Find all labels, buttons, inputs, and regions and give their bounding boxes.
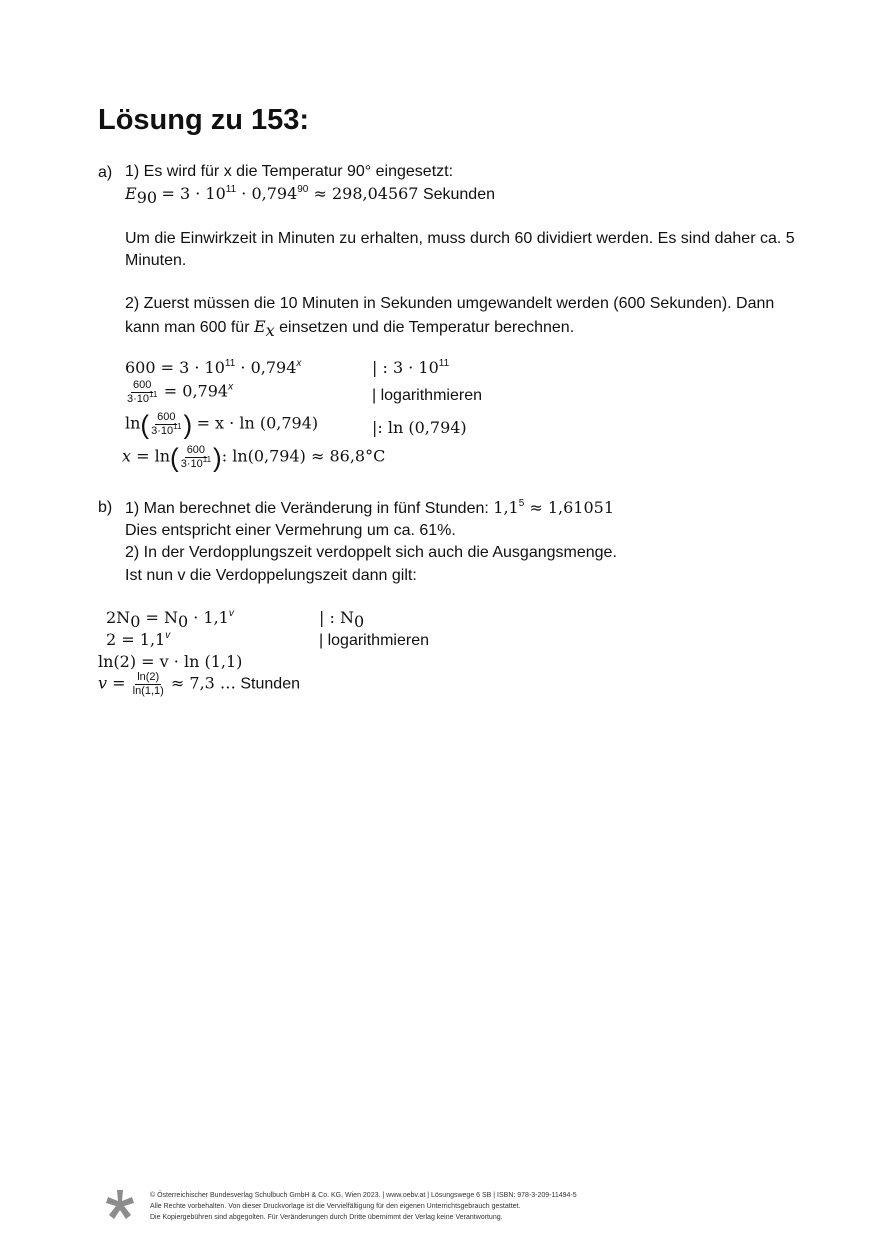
equation-e90: $E_{90} = 3 \cdot 10^{11} \cdot 0,794^{90} \approx 298,04567$ Sekunden [125, 184, 495, 207]
equation-b-line4: v = $\frac{\ln(2)}{\ln(1,1)}$ ≈ 7,3 … Stunden [98, 671, 300, 697]
page-title: Lösung zu 153: [98, 104, 310, 136]
part-a-step1-text: 1) Es wird für x die Temperatur 90° eingesetzt: [125, 163, 454, 180]
part-b-increase-text: Dies entspricht einer Vermehrung um ca. 61%. [125, 522, 456, 539]
equation-b-line1: $2N_0 = N_0 \cdot 1,1^v$ [106, 608, 234, 631]
part-a-paragraph-minutes: Um die Einwirkzeit in Minuten zu erhalten, muss durch 60 dividiert werden. Es sind daher ca. 5 [125, 230, 795, 247]
part-a-step2-text: 2) Zuerst müssen die 10 Minuten in Sekunden umgewandelt werden (600 Sekunden). Dann [125, 295, 775, 312]
part-b-step2-text: 2) In der Verdopplungszeit verdoppelt sich auch die Ausgangsmenge. [125, 544, 617, 561]
footer-line-3: Die Kopiergebühren sind abgegolten. Für Veränderungen durch Dritte übernimmt der Verlag keine Verantwortung. [150, 1214, 503, 1221]
footer-line-2: Alle Rechte vorbehalten. Von dieser Druckvorlage ist die Vervielfältigung für den eigenen Unterrichtsgebrauch gestattet. [150, 1203, 521, 1210]
equation-a-line3: ln( $\frac{600}{3\cdot 10^{11}}$ ) = x · ln (0,794) [125, 409, 319, 440]
part-a-label: a) [98, 164, 113, 181]
oebv-asterisk-logo-icon [104, 1188, 136, 1220]
footer-line-1: © Österreichischer Bundesverlag Schulbuch GmbH & Co. KG, Wien 2023. | www.oebv.at | Lösungswege 6 SB | ISBN: 978-3-209-11494-5 [150, 1192, 577, 1199]
equation-a-line3-note: |: ln (0,794) [372, 418, 467, 437]
equation-b-line1-note: | : $N_0$ [319, 608, 365, 631]
equation-a-line4: x = ln( $\frac{600}{3\cdot 10^{11}}$ ): ln(0,794) ≈ 86,8°C [122, 442, 386, 473]
equation-b-line2: $2 = 1,1^v$ [106, 630, 171, 649]
part-a-paragraph-minutes-cont: Minuten. [125, 252, 187, 269]
part-b-label: b) [98, 499, 113, 516]
part-a-step2-text-cont: kann man 600 für $E_x$ einsetzen und die Temperatur berechnen. [125, 317, 575, 340]
equation-a-line1-note: | : $3 \cdot 10^{11}$ [372, 358, 450, 377]
footer-copyright [150, 1190, 577, 1223]
equation-b-line2-note: | logarithmieren [319, 632, 429, 649]
part-b-step1-text: 1) Man berechnet die Veränderung in fünf Stunden: $1,1^5 \approx 1,61051$ [125, 498, 615, 517]
equation-a-line2-note: | logarithmieren [372, 387, 482, 404]
equation-a-line1: $600 = 3 \cdot 10^{11} \cdot 0,794^x$ [125, 358, 302, 377]
equation-a-line2: $\frac{600}{3\cdot 10^{11}}$ = $0,794^x$ [127, 379, 234, 405]
equation-b-line3: ln(2) = v · ln (1,1) [98, 652, 243, 671]
part-b-doubling-text: Ist nun v die Verdoppelungszeit dann gilt: [125, 567, 417, 584]
